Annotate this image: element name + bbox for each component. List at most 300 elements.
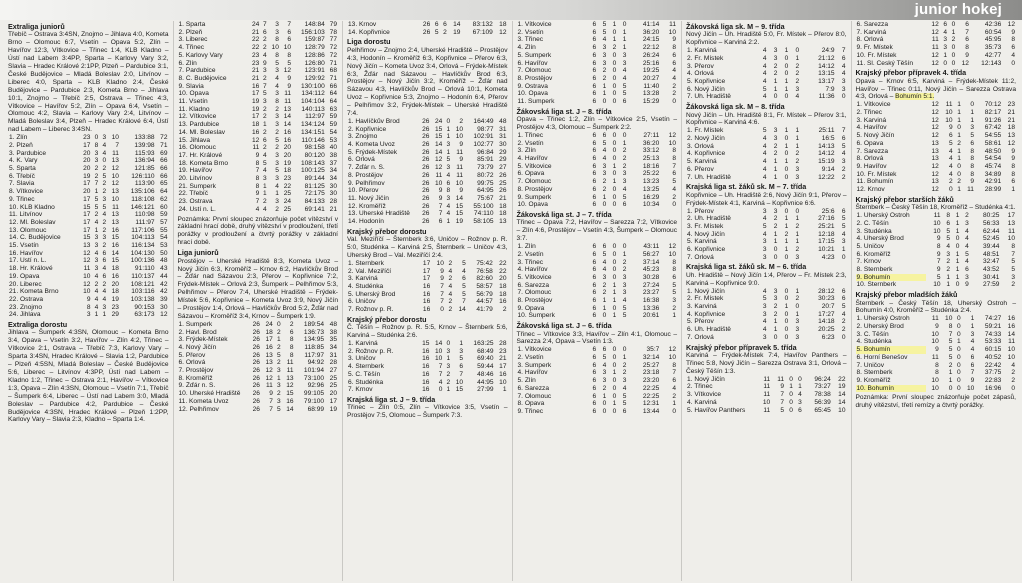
table-row (178, 382, 339, 390)
stat-cell: 6 (672, 59, 676, 67)
stat-cell: 13:17 (818, 78, 835, 86)
stat-cell: 1 (957, 147, 961, 155)
stat-cell: 129:92 (304, 74, 325, 82)
stat-cell: 0 (612, 346, 617, 354)
stat-cell: 2 (102, 165, 107, 172)
stat-cell: 74:33 (984, 330, 1002, 338)
stat-cell: 19 (453, 28, 461, 36)
stat-cell: 11 (456, 171, 464, 179)
table-row (8, 257, 169, 265)
stat-cell: 3 (762, 333, 767, 341)
table-row (178, 321, 339, 329)
table-row (178, 106, 339, 114)
section-heading: Liga dorostu (347, 37, 391, 47)
stat-cell: 5 (263, 159, 267, 167)
team-name: 5. Přerov (178, 351, 206, 359)
team-name: 10. Fr. Místek (856, 170, 897, 178)
stat-cell: 5 (762, 295, 767, 303)
stat-cell: 1 (94, 188, 99, 196)
stat-cell: 56:79 (476, 290, 493, 298)
stat-cell: 11 (112, 203, 119, 211)
team-name: 13. Olomouc (9, 226, 47, 234)
stat-cell: 3 (795, 253, 800, 261)
stat-cell: 0 (1011, 59, 1015, 67)
table-row (856, 258, 1017, 266)
stat-cell: 8 (86, 303, 91, 311)
stat-cell: 62:44 (982, 227, 1000, 235)
team-name: 5. Nový Jičín (856, 132, 895, 140)
table-row (517, 346, 678, 354)
table-row (686, 407, 847, 415)
stat-cell: 3 (762, 310, 767, 318)
stat-cell: 6 (102, 257, 107, 265)
stat-cell: 1 (784, 78, 789, 86)
stat-cell: 10 (435, 347, 443, 355)
stat-cell: 2 (263, 74, 267, 82)
standings-section (178, 249, 339, 413)
team-name: 10. Opava (178, 90, 209, 98)
team-name: 10. Šternberk (856, 281, 897, 289)
team-name: 7. Krnov (348, 386, 373, 394)
stat-cell: 3 (277, 367, 281, 375)
stat-cell: 10 (283, 44, 292, 52)
stat-cell: 0 (841, 93, 846, 101)
stat-cell: 12 (931, 132, 939, 140)
table-row (178, 44, 339, 52)
table-row (686, 399, 847, 407)
stat-cell: 3 (943, 36, 948, 44)
stat-cell: 2 (102, 280, 107, 288)
stat-cell: 103:138 (130, 295, 155, 303)
team-name: 6. Zlín (178, 59, 197, 67)
stat-cell: 4 (263, 167, 267, 175)
stat-cell: 3 (446, 141, 451, 149)
table-row (8, 150, 169, 158)
table-row (347, 141, 508, 149)
stat-cell: 0 (622, 243, 627, 251)
stat-cell: 2 (448, 259, 453, 267)
stat-cell: 11 (763, 406, 771, 414)
stat-cell: 6 (672, 273, 676, 281)
stat-cell: 13 (111, 157, 119, 165)
stat-cell: 1 (446, 148, 451, 156)
stat-cell: 30 (329, 182, 337, 190)
stat-cell: 17 (422, 275, 431, 283)
stat-cell: 3 (602, 51, 607, 59)
stat-cell: 2 (946, 258, 950, 266)
stat-cell: 6 (970, 139, 974, 147)
stat-cell: 3 (773, 54, 778, 62)
stat-cell: 14:12 (818, 150, 835, 158)
stat-cell: 4 (602, 36, 607, 44)
table-row (856, 124, 1017, 132)
stat-cell: 10 (945, 315, 953, 323)
stat-cell: 6 (798, 406, 802, 414)
team-name: 7. Orlová (687, 253, 714, 261)
stat-cell: 4 (602, 155, 607, 163)
stat-cell: 26 (252, 390, 260, 398)
stat-cell: 6 (592, 289, 597, 297)
stat-cell: 17 (83, 218, 91, 226)
stat-cell: 13 (931, 178, 939, 186)
stat-cell: 134:95 (303, 336, 325, 344)
stat-cell: 9 (440, 275, 444, 283)
stat-cell: 4 (602, 258, 607, 266)
stat-cell: 6 (948, 132, 953, 140)
table-row (856, 338, 1017, 346)
stat-cell: 10 (111, 134, 119, 142)
section-heading: Žákovská liga sk. M – 8. třída (686, 102, 785, 112)
stat-cell: 64 (160, 188, 168, 196)
stat-cell: 1 (784, 246, 789, 254)
stat-cell: 4 (943, 28, 948, 36)
stat-cell: 6 (841, 54, 846, 62)
stat-cell: 5 (459, 355, 464, 363)
table-row (347, 203, 508, 211)
stat-cell: 6 (841, 295, 846, 303)
stat-cell: 4 (622, 185, 627, 193)
stat-cell: 2 (951, 36, 956, 44)
team-name: 4. Studénka (856, 338, 892, 346)
stat-cell: 118:85 (304, 343, 325, 351)
stat-cell: 13 (499, 218, 507, 226)
stat-cell: 16 (499, 298, 507, 306)
stat-cell: 2 (277, 343, 281, 351)
results-text: Nový Jičín – Uh. Hradiště 5:0, Fr. Místek – Přerov 8:0, Kopřivnice – Karviná 2:2. (686, 31, 847, 47)
team-name: 23. Znojmo (9, 303, 42, 311)
standings-section (686, 344, 847, 415)
stat-cell: 0 (784, 253, 789, 261)
stat-cell: 22:25 (642, 392, 660, 400)
stat-cell: 14 (838, 391, 846, 399)
stat-cell: 16 (283, 128, 292, 136)
stat-cell: 3 (773, 47, 778, 55)
stat-cell: 7 (438, 363, 443, 371)
table-row (517, 297, 678, 305)
stat-cell: 7 (459, 370, 464, 378)
team-name: 3. Fr. Místek (687, 222, 724, 230)
stat-cell: 0 (612, 90, 617, 98)
stat-cell: 2 (948, 178, 953, 186)
stat-cell: 12 (265, 367, 273, 375)
stat-cell: 0 (951, 59, 956, 67)
stat-cell: 4 (102, 288, 107, 296)
stat-cell: 27:24 (642, 281, 660, 289)
table-row (517, 194, 678, 202)
stat-cell: 0 (957, 124, 961, 132)
table-row (686, 150, 847, 158)
column-5 (682, 21, 852, 581)
team-name: 10. Šumperk (517, 312, 555, 320)
stat-cell: 5 (672, 289, 676, 297)
stat-cell: 23 (251, 59, 260, 67)
team-name: 1. Fr. Místek (687, 127, 724, 135)
stat-cell: 12 (931, 59, 939, 67)
stat-cell: 17 (499, 363, 507, 371)
stat-cell: 8 (255, 182, 260, 190)
stat-cell: 0 (784, 93, 789, 101)
stat-cell: 3 (277, 397, 281, 405)
stat-cell: 2 (277, 390, 281, 398)
stat-cell: 3 (841, 85, 846, 93)
stat-cell: 2 (622, 266, 627, 274)
stat-cell: 32:14 (642, 354, 660, 362)
stat-cell: 4 (841, 150, 846, 158)
team-name: 7. Karviná (856, 28, 887, 36)
table-row (856, 369, 1017, 377)
team-name: 4. Orlová (687, 70, 714, 78)
team-name: 6. Orlová (178, 359, 206, 367)
stat-cell: 34 (329, 343, 337, 351)
stat-cell: 12 (83, 280, 91, 288)
stat-cell: 4 (446, 171, 451, 179)
section-heading: Krajský přebor mladších žáků (855, 290, 958, 300)
stat-cell: 11 (83, 265, 91, 273)
stat-cell: 4 (446, 202, 451, 210)
stat-cell: 0 (612, 67, 617, 75)
team-name: 21. Kometa Brno (9, 288, 59, 296)
stat-cell: 6 (1011, 178, 1015, 186)
table-row (856, 44, 1017, 52)
stat-cell: 43:11 (643, 243, 660, 251)
stat-cell: 0 (948, 186, 953, 194)
stat-cell: 14 (435, 148, 443, 156)
stat-cell: 12 (931, 186, 939, 194)
team-name: 16. Olomouc (178, 144, 216, 152)
stat-cell: 6 (443, 21, 447, 28)
stat-cell: 19 (329, 405, 337, 413)
stat-cell: 4 (94, 295, 99, 303)
stat-cell: 6 (592, 297, 597, 305)
stat-cell: 8 (965, 44, 969, 52)
stat-cell: 22 (838, 375, 846, 383)
results-text: Kopřivnice – Uh. Hradiště 2:6, Nový Jičín 9:1, Přerov – Frýdek-Místek 4:1, Karviná – Kopřivnice 6:6. (686, 191, 847, 207)
stat-cell: 1 (773, 238, 778, 246)
stat-cell: 3 (275, 175, 279, 183)
stat-cell: 7 (780, 391, 785, 399)
stat-cell: 8 (1011, 170, 1015, 178)
team-name: 6. Sarezza (517, 384, 550, 392)
stat-cell: 4 (762, 158, 767, 166)
stat-cell: 8 (275, 98, 279, 106)
stat-cell: 26 (252, 343, 260, 351)
stat-cell: 80:25 (982, 212, 1000, 220)
team-name: 4. Havířov (517, 266, 548, 274)
stat-cell: 65 (160, 180, 168, 188)
stat-cell: 117:106 (131, 226, 155, 234)
team-name: 1. Uherský Ostroh (856, 212, 910, 220)
results-text: Jihlava – Šumperk 4:3SN, Olomouc – Kometa Brno 3:4, Opava – Vsetín 3:2, Havířov – Zlín 4:2, Třinec – Vítkovice 2:1, Ostrava – Třebíč 7:3, Karlovy Vary – Sparta 3:4SN, Hradec Králové – Slavia 1:2, Pardubice – Plzeň 4:5SN, Mladá Boleslav – České Budějovice 5:6, Liberec – Litvínov 4:3PP, Ústí nad Labem – Kladno 1:2, Třinec – Ostrava 2:1, Havířov – Vítkovice 1:3, Opava – Zlín 4:3SN, Olomouc – Vsetín 7:1, Třebíč – Šumperk 6:4, Liberec – Ústí nad Labem 3:0, Mladá Boleslav – Pardubice 4:2, Pardubice – České Budějovice 4:3SN, Hradec Králové – Plzeň 1:2PP, Karlovy Vary – Slavia 2:3, Kladno – Sparta 1:4. (8, 329, 169, 424)
stat-cell: 1 (784, 238, 789, 246)
table-row (686, 254, 847, 262)
team-name: 7. Slavia (9, 180, 35, 188)
team-name: 2. Třinec (687, 383, 713, 391)
stat-cell: 3 (795, 333, 800, 341)
stat-cell: 0 (612, 98, 617, 106)
stat-cell: 134:112 (301, 90, 325, 98)
stat-cell: 13:15 (818, 70, 835, 78)
table-row (178, 344, 339, 352)
table-row (856, 21, 1017, 29)
standings-section (686, 103, 847, 181)
team-name: 10. Uherské Hradiště (178, 390, 241, 398)
stat-cell: 4 (948, 162, 953, 170)
stat-cell: 6 (592, 51, 597, 59)
table-row (686, 166, 847, 174)
table-row (178, 83, 339, 91)
stat-cell: 0 (784, 62, 789, 70)
stat-cell: 75:67 (477, 195, 494, 202)
stat-cell: 6 (438, 218, 443, 226)
stat-cell: 27:11 (643, 131, 660, 139)
stat-cell: 0 (795, 47, 800, 55)
stat-cell: 8 (936, 242, 941, 250)
stat-cell: 1 (946, 281, 950, 289)
stat-cell: 57 (160, 218, 168, 226)
stat-cell: 77 (329, 36, 337, 44)
table-row (856, 235, 1017, 243)
stat-cell: 0 (784, 135, 789, 143)
stat-cell: 21 (251, 67, 260, 75)
stat-cell: 9 (965, 51, 969, 59)
team-name: 2. Plzeň (9, 141, 33, 149)
team-name: 1. Nový Jičín (687, 287, 725, 295)
standings-table (347, 21, 508, 36)
table-row (178, 329, 339, 337)
team-name: 5. Frýdek-Místek (348, 148, 398, 156)
stat-cell: 12 (931, 170, 939, 178)
stat-cell: 4 (762, 47, 767, 55)
stat-cell: 1 (773, 318, 778, 326)
stat-cell: 7 (936, 258, 941, 266)
stat-cell: 4 (263, 205, 267, 213)
stat-cell: 5 (762, 222, 767, 230)
stat-cell: 42:91 (984, 178, 1002, 186)
stat-cell: 17 (251, 90, 260, 98)
team-name: 2. Uh. Hradiště (687, 215, 731, 223)
table-row (178, 29, 339, 37)
stat-cell: 54 (160, 234, 168, 242)
stat-cell: 17 (83, 195, 91, 203)
stat-cell: 3 (622, 289, 627, 297)
stat-cell: 7 (970, 369, 975, 377)
team-name: 5. Přerov (687, 318, 714, 326)
table-row (517, 140, 678, 148)
stat-cell: 24 (265, 320, 273, 328)
stat-cell: 10 (668, 354, 676, 362)
stat-cell: 34:89 (984, 170, 1002, 178)
stat-cell: 4 (672, 74, 676, 82)
stat-cell: 1 (970, 109, 974, 117)
stat-cell: 59:21 (984, 323, 1002, 331)
stat-cell: 6 (592, 21, 597, 28)
stat-cell: 135:106 (130, 188, 155, 196)
stat-cell: 1 (955, 250, 960, 258)
stat-cell: 15 (111, 234, 119, 242)
stat-cell: 2 (1011, 281, 1015, 289)
stat-cell: 6 (1011, 44, 1015, 52)
team-name: 3. Karviná (856, 116, 887, 124)
stat-cell: 11 (252, 144, 260, 152)
standings-section (347, 38, 508, 225)
stat-cell: 10 (945, 116, 953, 124)
stat-cell: 5 (965, 250, 969, 258)
stat-cell: 48:46 (477, 370, 494, 378)
stat-cell: 12 (668, 131, 676, 139)
team-name: 5. Uničov (856, 242, 884, 250)
stat-cell: 2 (795, 78, 800, 86)
stat-cell: 2 (672, 82, 676, 90)
stat-cell: 69:141 (304, 205, 325, 213)
stat-cell: 12 (931, 28, 939, 36)
stat-cell: 4 (602, 266, 607, 274)
stat-cell: 13 (1007, 219, 1015, 227)
results-text: Šternberk – Český Těšín 18, Kroměříž – Studénka 4:1. (855, 204, 1016, 212)
team-name: 1. Přerov (687, 207, 714, 215)
stat-cell: 1 (795, 238, 800, 246)
table-row (8, 227, 169, 235)
stat-cell: 5 (672, 178, 676, 186)
stat-cell: 0 (622, 21, 627, 28)
stat-cell: 16 (422, 363, 430, 371)
team-name: 1. Třinec (517, 131, 544, 139)
team-name: 6. Studénka (348, 378, 384, 386)
stat-cell: 42:77 (984, 51, 1002, 59)
stat-cell: 9 (780, 383, 785, 391)
standings-table (347, 260, 508, 314)
stat-cell: 74:27 (984, 315, 1002, 323)
stat-cell: 0 (789, 375, 793, 383)
stat-cell: 9 (948, 124, 953, 132)
stat-cell: 13:25 (642, 185, 660, 193)
standings-table (686, 47, 847, 101)
stat-cell: 3 (795, 165, 800, 173)
table-row (178, 406, 339, 414)
stat-cell: 12 (931, 124, 939, 132)
stat-cell: 3 (277, 382, 281, 390)
stat-cell: 11 (435, 171, 443, 179)
stat-cell: 21 (499, 355, 507, 363)
section-heading: Krajská liga st. žáků sk. M – 7. třída (686, 182, 807, 192)
team-name: 1. Uherský Ostroh (856, 315, 910, 323)
stat-cell: 2 (446, 370, 451, 378)
table-row (856, 266, 1017, 274)
stat-cell: 130:100 (300, 82, 325, 90)
table-row (347, 195, 508, 203)
stat-cell: 5 (622, 392, 627, 400)
stat-cell: 5 (948, 338, 953, 346)
standings-table (856, 101, 1017, 193)
stat-cell: 8 (289, 343, 294, 351)
stat-cell: 1 (955, 258, 960, 266)
stat-cell: 0 (612, 28, 617, 36)
table-row (347, 355, 508, 363)
stat-cell: 92:96 (307, 382, 325, 390)
team-name: 5. Sparta (9, 165, 36, 172)
stat-cell: 5 (948, 353, 953, 361)
team-name: 14. Hodonín (348, 218, 384, 226)
stat-cell: 2 (773, 222, 778, 230)
table-row (347, 164, 508, 172)
team-name: 20. Litvínov (178, 175, 213, 183)
stat-cell: 63:173 (134, 311, 155, 319)
stat-cell: 6 (592, 185, 597, 193)
stat-cell: 10 (499, 378, 507, 386)
stat-cell: 9 (86, 295, 91, 303)
stat-cell: 6 (602, 346, 607, 354)
stat-cell: 3 (773, 287, 778, 295)
table-row (686, 70, 847, 78)
